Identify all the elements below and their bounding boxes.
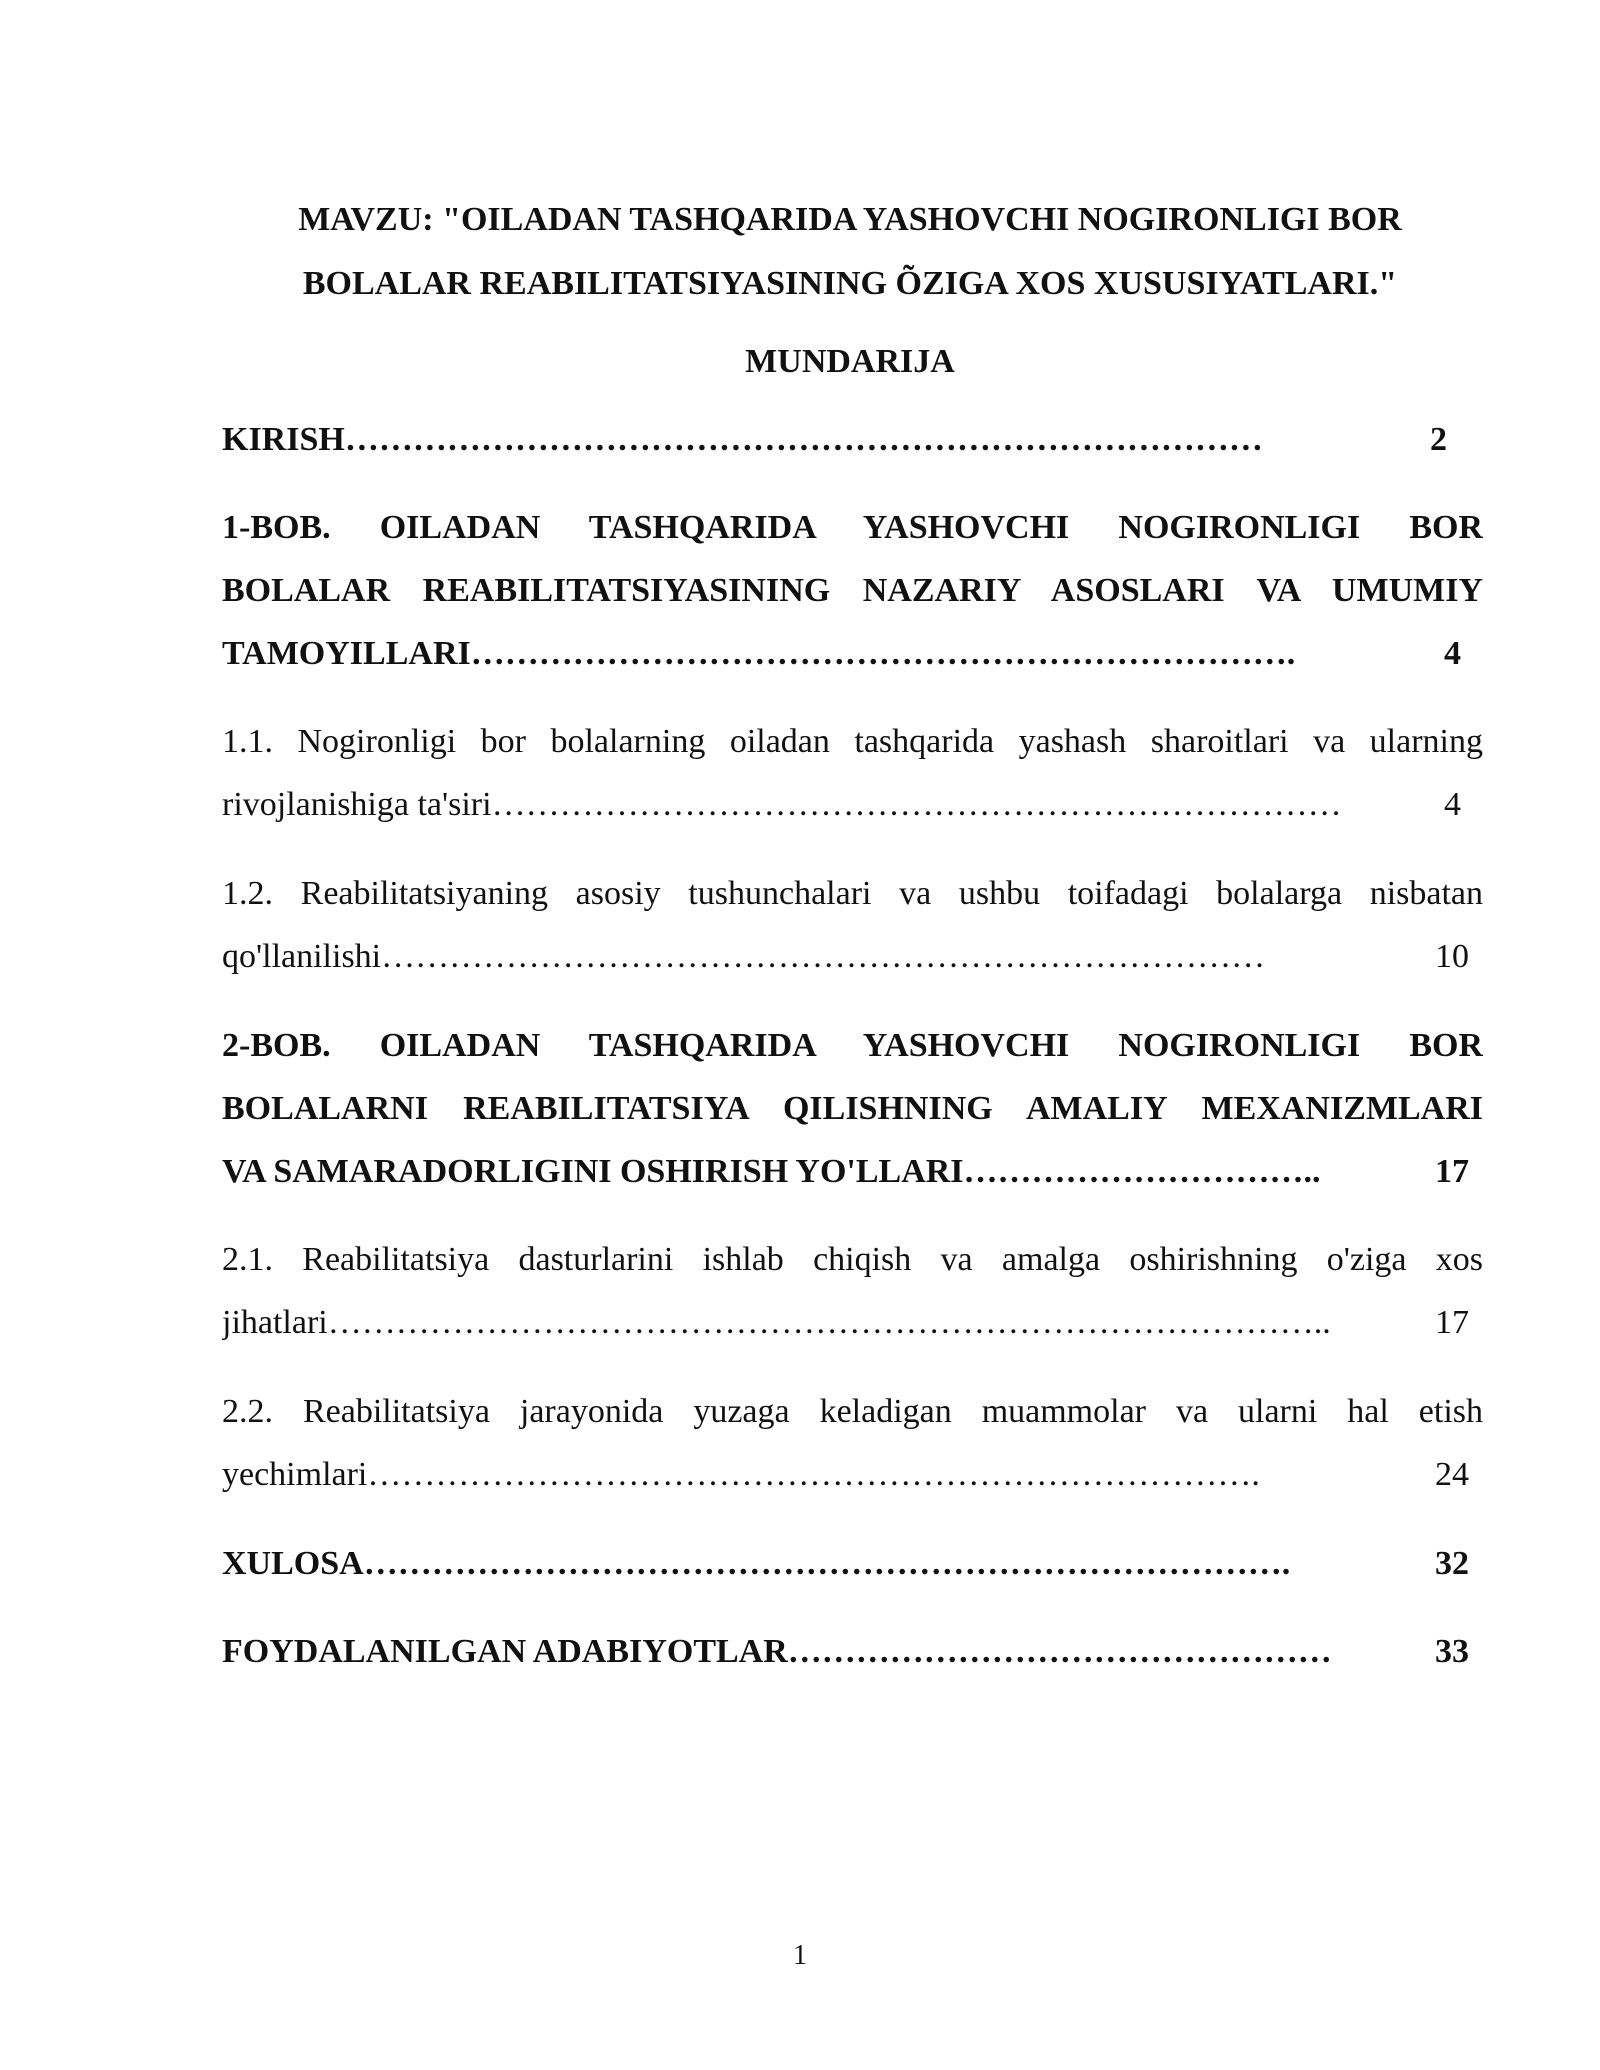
- toc-entry-page: 17: [1435, 1304, 1469, 1341]
- toc-entry-2-1: [222, 1228, 1483, 1354]
- toc-entry-line: 2-BOB. OILADAN TASHQARIDA YASHOVCHI NOGIRONLIGI BOR: [222, 1027, 1483, 1064]
- toc-entry-1-2: [222, 862, 1483, 988]
- title-line-1: MAVZU: "OILADAN TASHQARIDA YASHOVCHI NOGIRONLIGI BOR: [298, 201, 1402, 238]
- toc-entry-text: FOYDALANILGAN ADABIYOTLAR…………………………………………: [222, 1633, 1332, 1670]
- toc-entry-line: BOLALARNI REABILITATSIYA QILISHNING AMALIY MEXANIZMLARI: [222, 1090, 1483, 1127]
- toc-entry-adabiyotlar: [222, 1620, 1483, 1683]
- toc-entry-page: 32: [1435, 1545, 1469, 1582]
- toc-entry-line: 1.1. Nogironligi bor bolalarning oiladan tashqarida yashash sharoitlari va ularning: [222, 723, 1483, 760]
- toc-entry-page: 17: [1435, 1153, 1469, 1190]
- toc-entry-text: jihatlari……………………………………………………………………………..: [222, 1304, 1331, 1341]
- toc-entry-page: 4: [1444, 635, 1461, 672]
- toc-entry-page: 33: [1435, 1633, 1469, 1670]
- toc-entry-kirish: [222, 408, 1483, 471]
- toc-entry-line: 1-BOB. OILADAN TASHQARIDA YASHOVCHI NOGIRONLIGI BOR: [222, 509, 1483, 546]
- toc-entry-page: 10: [1435, 938, 1469, 975]
- toc-entry-bob-1: [222, 496, 1483, 685]
- title-line-2: BOLALAR REABILITATSIYASINING ÕZIGA XOS XUSUSIYATLARI.": [302, 265, 1398, 302]
- toc-entry-text: KIRISH………………………………………………………………………: [222, 421, 1263, 458]
- toc-entry-xulosa: [222, 1532, 1483, 1595]
- toc-entry-2-2: [222, 1380, 1483, 1506]
- toc-entry-text: qo'llanilishi……………………………………………………………………: [222, 938, 1266, 975]
- toc-entry-1-1: [222, 710, 1483, 836]
- toc-entry-line: 2.2. Reabilitatsiya jarayonida yuzaga keladigan muammolar va ularni hal etish: [222, 1393, 1483, 1430]
- toc-entry-text: VA SAMARADORLIGINI OSHIRISH YO'LLARI…………………………..: [222, 1153, 1321, 1190]
- toc-entry-text: rivojlanishiga ta'siri…………………………………………………………………: [222, 786, 1342, 823]
- toc-entry-page: 2: [1430, 421, 1447, 458]
- toc-entry-line: 1.2. Reabilitatsiyaning asosiy tushunchalari va ushbu toifadagi bolalarga nisbatan: [222, 875, 1483, 912]
- toc-entry-text: XULOSA……………………………………………………………………….: [222, 1545, 1291, 1582]
- toc-entry-bob-2: [222, 1014, 1483, 1203]
- document-title: [200, 188, 1500, 316]
- toc-heading: MUNDARIJA: [745, 343, 955, 380]
- toc-entry-page: 4: [1444, 786, 1461, 823]
- toc-entry-line: BOLALAR REABILITATSIYASINING NAZARIY ASOSLARI VA UMUMIY: [222, 572, 1483, 609]
- toc-entry-text: TAMOYILLARI……………………………………………………………….: [222, 635, 1296, 672]
- page-number: 1: [793, 1940, 807, 1971]
- toc-entry-page: 24: [1435, 1456, 1469, 1493]
- toc-entry-text: yechimlari…………………………………………………………………….: [222, 1456, 1260, 1493]
- toc-entry-line: 2.1. Reabilitatsiya dasturlarini ishlab chiqish va amalga oshirishning o'ziga xos: [222, 1241, 1483, 1278]
